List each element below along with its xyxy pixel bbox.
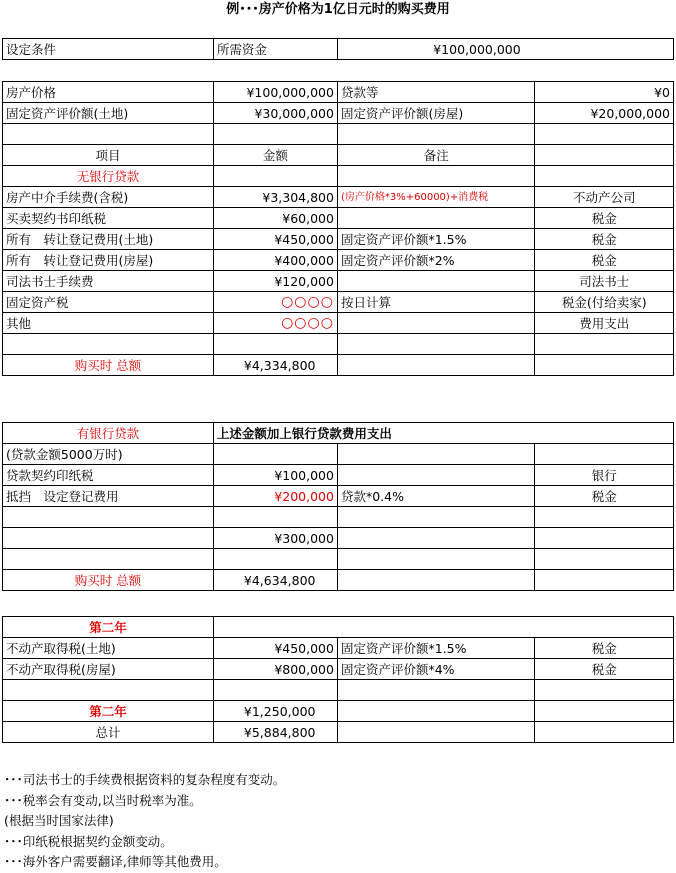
land-assessed-value: ¥30,000,000 [213, 103, 337, 124]
row-note [337, 465, 534, 486]
second-year-total-label: 第二年 [3, 701, 214, 722]
row-item: 不动产取得税(土地) [3, 638, 214, 659]
grand-total-row [3, 722, 674, 743]
row-payee: 司法书士 [535, 271, 674, 292]
property-price-value: ¥100,000,000 [213, 82, 337, 103]
blank-row [3, 680, 674, 701]
with-loan-title: 有银行贷款 [3, 423, 214, 444]
table-row [3, 250, 674, 271]
row-note: 固定资产评价额*4% [337, 659, 534, 680]
blank-row [3, 549, 674, 570]
row-item: 贷款契约印纸税 [3, 465, 214, 486]
row-item: 司法书士手续费 [3, 271, 214, 292]
with-loan-title-row [3, 423, 674, 444]
with-loan-total-label: 购买时 总额 [3, 570, 214, 591]
row-amount: ¥60,000 [213, 208, 337, 229]
page-title: 例･･･房产价格为1亿日元时的购买费用 [226, 2, 450, 17]
table-row [3, 465, 674, 486]
row-item: 不动产取得税(房屋) [3, 659, 214, 680]
loan-value: ¥0 [535, 82, 674, 103]
row-item: 所有 转让登记费用(房屋) [3, 250, 214, 271]
second-year-table [2, 616, 674, 743]
row-payee: 税金 [535, 638, 674, 659]
row-amount: ○○○○ [213, 292, 337, 313]
second-year-total-value: ¥1,250,000 [213, 701, 337, 722]
table-row [3, 292, 674, 313]
with-loan-total-value: ¥4,634,800 [213, 570, 337, 591]
row-amount: ¥100,000 [213, 465, 337, 486]
with-loan-table [2, 422, 674, 591]
row-note [337, 271, 534, 292]
funds-label: 所需资金 [213, 39, 337, 60]
blank-row [3, 334, 674, 355]
table-row [3, 659, 674, 680]
row-payee: 税金(付给卖家) [535, 292, 674, 313]
table-row [3, 486, 674, 507]
row-amount: ¥200,000 [213, 486, 337, 507]
header-note: 备注 [337, 145, 534, 166]
row-item: 抵挡 设定登记费用 [3, 486, 214, 507]
row-note: 贷款*0.4% [337, 486, 534, 507]
no-loan-total-label: 购买时 总额 [3, 355, 214, 376]
note-line: ･･･海外客户需要翻译,律师等其他费用。 [4, 854, 227, 869]
row-amount: ¥120,000 [213, 271, 337, 292]
main-cost-table [2, 81, 674, 376]
no-loan-title: 无银行贷款 [3, 166, 214, 187]
row-note [337, 208, 534, 229]
row-amount: ○○○○ [213, 313, 337, 334]
blank-row [3, 124, 674, 145]
land-assessed-label: 固定资产评价额(土地) [3, 103, 214, 124]
no-loan-total-row [3, 355, 674, 376]
row-amount: ¥400,000 [213, 250, 337, 271]
table-row [3, 229, 674, 250]
row-amount: ¥450,000 [213, 638, 337, 659]
row-payee: 费用支出 [535, 313, 674, 334]
table-row [3, 208, 674, 229]
note-line: (根据当时国家法律) [4, 813, 114, 828]
house-assessed-label: 固定资产评价额(房屋) [337, 103, 534, 124]
second-year-title-row [3, 617, 674, 638]
subtotal-row [3, 528, 674, 549]
row-item: 所有 转让登记费用(土地) [3, 229, 214, 250]
header-amount: 金额 [213, 145, 337, 166]
row-note: 固定资产评价额*2% [337, 250, 534, 271]
row-amount: ¥450,000 [213, 229, 337, 250]
row-payee: 税金 [535, 208, 674, 229]
with-loan-total-row [3, 570, 674, 591]
no-loan-title-row [3, 166, 674, 187]
second-year-title: 第二年 [3, 617, 214, 638]
note-line: ･･･司法书士的手续费根据资料的复杂程度有变动。 [4, 772, 286, 787]
row-note [337, 313, 534, 334]
table-row [3, 313, 674, 334]
grand-total-value: ¥5,884,800 [213, 722, 337, 743]
table-row [3, 271, 674, 292]
row-payee: 税金 [535, 486, 674, 507]
setting-table [2, 38, 674, 60]
note-line: ･･･税率会有变动,以当时税率为准。 [4, 792, 202, 808]
notes [4, 770, 674, 873]
assessed-value-row [3, 103, 674, 124]
row-amount: ¥800,000 [213, 659, 337, 680]
row-item: 其他 [3, 313, 214, 334]
loan-amount-row [3, 444, 674, 465]
row-payee: 税金 [535, 250, 674, 271]
row-payee: 不动产公司 [535, 187, 674, 208]
row-item: 买卖契约书印纸税 [3, 208, 214, 229]
row-note: 固定资产评价额*1.5% [337, 229, 534, 250]
loan-amount-label: (贷款金额5000万时) [3, 444, 214, 465]
row-payee: 银行 [535, 465, 674, 486]
table-row [3, 638, 674, 659]
row-note: 按日计算 [337, 292, 534, 313]
loan-label: 贷款等 [337, 82, 534, 103]
row-payee: 税金 [535, 659, 674, 680]
second-year-total-row [3, 701, 674, 722]
no-loan-total-value: ¥4,334,800 [213, 355, 337, 376]
row-note: 固定资产评价额*1.5% [337, 638, 534, 659]
header-item: 项目 [3, 145, 214, 166]
loan-subtotal-value: ¥300,000 [213, 528, 337, 549]
row-item: 房产中介手续费(含税) [3, 187, 214, 208]
blank-row [3, 507, 674, 528]
setting-row [3, 39, 674, 60]
grand-total-label: 总计 [3, 722, 214, 743]
row-amount: ¥3,304,800 [213, 187, 337, 208]
row-payee: 税金 [535, 229, 674, 250]
header-row [3, 145, 674, 166]
funds-value: ¥100,000,000 [337, 39, 673, 60]
property-price-label: 房产价格 [3, 82, 214, 103]
row-item: 固定资产税 [3, 292, 214, 313]
setting-label: 设定条件 [3, 39, 214, 60]
property-price-row [3, 82, 674, 103]
note-line: ･･･印纸税根据契约金额变动。 [4, 833, 173, 849]
table-row [3, 187, 674, 208]
with-loan-subtitle: 上述金额加上银行贷款费用支出 [213, 423, 673, 444]
row-note: (房产价格*3%+60000)+消费税 [337, 187, 534, 208]
house-assessed-value: ¥20,000,000 [535, 103, 674, 124]
